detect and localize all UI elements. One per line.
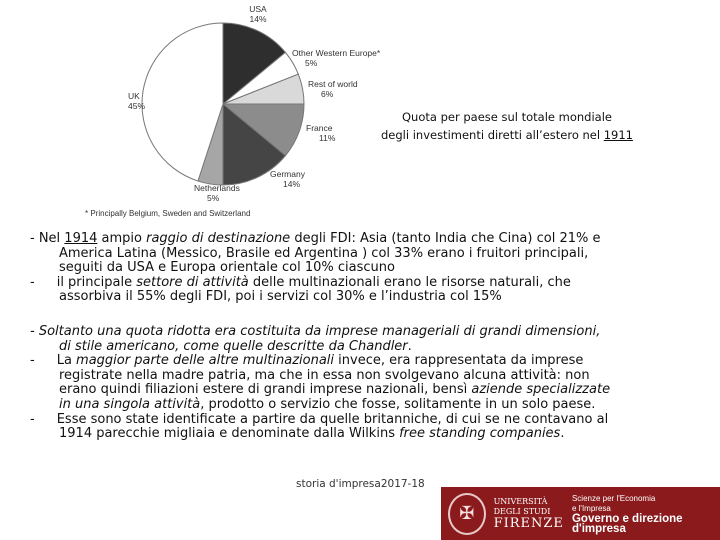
pie-value-label: 5% — [305, 58, 318, 68]
university-seal-icon: ✠ — [448, 493, 486, 535]
paragraph-free-standing: - Esse sono state identificate a partire da quelle britanniche, di cui se ne contavano al 1914 parecchie migliaia e denominate dalla Wilkins free standing companies. — [30, 411, 609, 442]
pie-value-label: 14% — [249, 14, 267, 24]
pie-label: USA — [249, 4, 267, 14]
pie-label: Netherlands — [194, 183, 240, 193]
slide-footer: storia d'impresa2017-18 — [296, 478, 425, 490]
pie-value-label: 5% — [207, 193, 220, 203]
university-name: UNIVERSITÀ DEGLI STUDI FIRENZE — [493, 496, 564, 531]
pie-label: France — [306, 123, 333, 133]
university-logo — [441, 487, 720, 540]
caption-year: 1911 — [603, 128, 634, 142]
chart-footnote: * Principally Belgium, Sweden and Switzerland — [85, 209, 251, 218]
pie-label: Other Western Europe* — [292, 48, 381, 58]
pie-label: UK — [128, 91, 140, 101]
pie-value-label: 11% — [319, 133, 336, 143]
chart-caption — [372, 108, 642, 144]
paragraph-managerial: - Soltanto una quota ridotta era costituita da imprese manageriali di grandi dimensioni, di stile americano, come quelle descritte da Chandler. — [30, 324, 601, 354]
pie-value-label: 6% — [321, 89, 334, 99]
text-block-2 — [30, 325, 615, 442]
caption-line-1: Quota per paese sul totale mondiale — [402, 110, 612, 124]
paragraph-other-multinationals: - La maggior parte delle altre multinazionali invece, era rappresentata da imprese registrate nella madre patria, ma che in essa non svolgevano alcuna attività: non erano quindi filiazioni estere di grandi imprese nazionali, bensì aziende specializzate in una singola attività, prodotto o servizio che fosse, solitamente in un solo paese. — [30, 353, 611, 412]
department-name: Scienze per l'Economia e l'Impresa Governo e direzione d'impresa — [571, 493, 683, 535]
pie-value-label: 14% — [283, 179, 301, 189]
pie-label: Rest of world — [308, 79, 358, 89]
paragraph-fdi-sector: - il principale settore di attività delle multinazionali erano le risorse naturali, che assorbiva il 55% degli FDI, poi i servizi col 30% e l’industria col 15% — [30, 274, 571, 305]
pie-value-label: 45% — [128, 101, 146, 111]
pie-slices — [142, 23, 304, 185]
paragraph-fdi-destination: - Nel 1914 ampio raggio di destinazione degli FDI: Asia (tanto India che Cina) col 21% e America Latina (Messico, Brasile ed Argentina ) col 33% erano i fruitori principali, seguiti da USA e Europa orientale col 10% ciascuno — [30, 231, 601, 276]
text-block-1 — [30, 232, 615, 305]
pie-label: Germany — [270, 169, 305, 179]
caption-line-2: degli investimenti diretti all’estero nel 1911 — [380, 128, 634, 142]
